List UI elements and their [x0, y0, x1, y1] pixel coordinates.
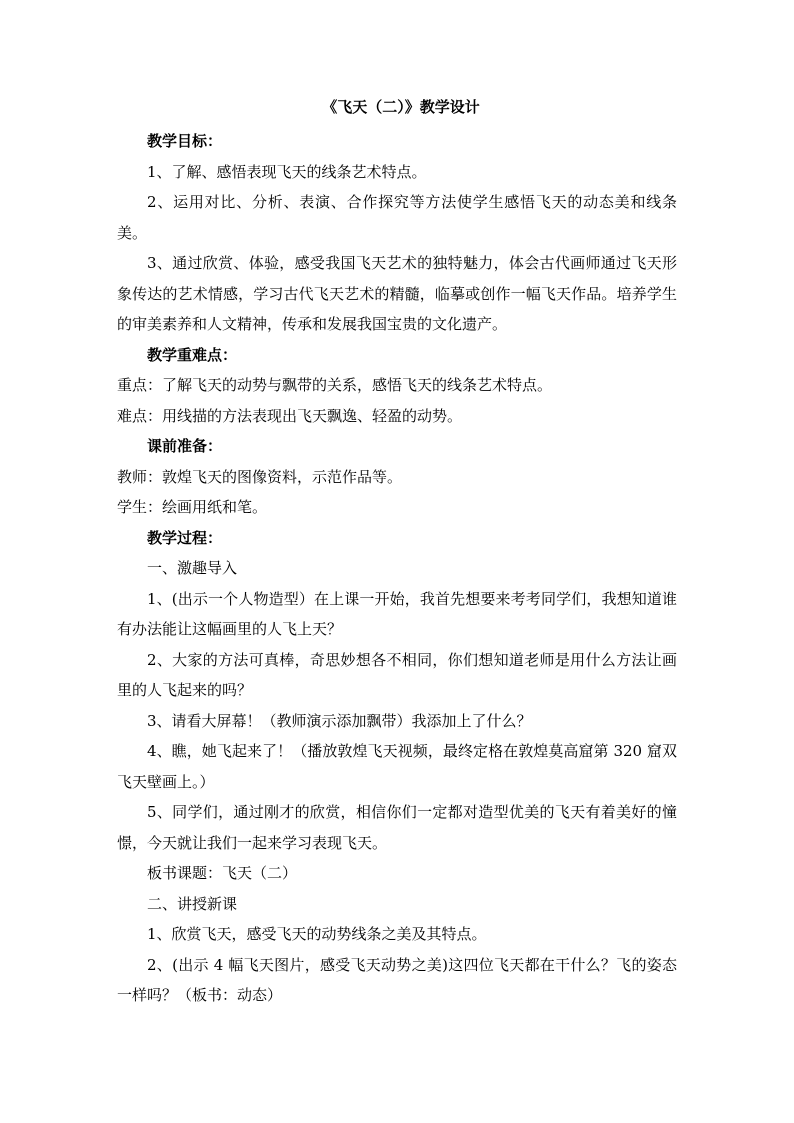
intro-step-4: 4、瞧，她飞起来了！（播放敦煌飞天视频，最终定格在敦煌莫高窟第 320 窟双飞天壁画上。）: [117, 742, 677, 791]
difficult-point: 难点：用线描的方法表现出飞天飘逸、轻盈的动势。: [117, 406, 463, 425]
preparation-heading: 课前准备：: [147, 437, 223, 455]
key-point: 重点：了解飞天的动势与飘带的关系，感悟飞天的线条艺术特点。: [117, 376, 553, 394]
intro-step-2: 2、大家的方法可真棒，奇思妙想各不相同，你们想知道老师是用什么方法让画里的人飞起来的吗？: [117, 650, 677, 699]
intro-step-3: 3、请看大屏幕！（教师演示添加飘带）我添加上了什么？: [147, 711, 532, 730]
section-2-heading: 二、讲授新课: [147, 894, 238, 913]
section-1-heading: 一、激趣导入: [147, 559, 238, 577]
board-title: 板书课题：飞天（二）: [147, 864, 298, 882]
lesson-step-2: 2、(出示 4 幅飞天图片，感受飞天动势之美)这四位飞天都在干什么？飞的姿态一样吗？（板书：动态）: [117, 955, 677, 1004]
intro-step-5: 5、同学们，通过刚才的欣赏，相信你们一定都对造型优美的飞天有着美好的憧憬，今天就让我们一起来学习表现飞天。: [117, 803, 677, 852]
process-heading: 教学过程：: [147, 528, 223, 547]
document-title: 《飞天（二）》教学设计: [322, 98, 480, 116]
lesson-step-1: 1、欣赏飞天，感受飞天的动势线条之美及其特点。: [147, 925, 487, 943]
objective-1: 1、了解、感悟表现飞天的线条艺术特点。: [147, 162, 427, 181]
key-points-heading: 教学重难点：: [147, 345, 238, 364]
intro-step-1: 1、(出示一个人物造型）在上课一开始，我首先想要来考考同学们，我想知道谁有办法能让这幅画里的人飞上天？: [117, 589, 677, 638]
prep-teacher: 教师：敦煌飞天的图像资料，示范作品等。: [117, 467, 403, 486]
objective-2: 2、运用对比、分析、表演、合作探究等方法使学生感悟飞天的动态美和线条美。: [117, 193, 677, 242]
prep-student: 学生：绘画用纸和笔。: [117, 498, 268, 516]
objective-3: 3、通过欣赏、体验，感受我国飞天艺术的独特魅力，体会古代画师通过飞天形象传达的艺术情感，学习古代飞天艺术的精髓，临摹或创作一幅飞天作品。培养学生的审美素养和人文精神，传承和发展我国宝贵的文化遗产。: [117, 254, 677, 333]
objectives-heading: 教学目标：: [147, 132, 223, 150]
document-page: [117, 92, 677, 1011]
